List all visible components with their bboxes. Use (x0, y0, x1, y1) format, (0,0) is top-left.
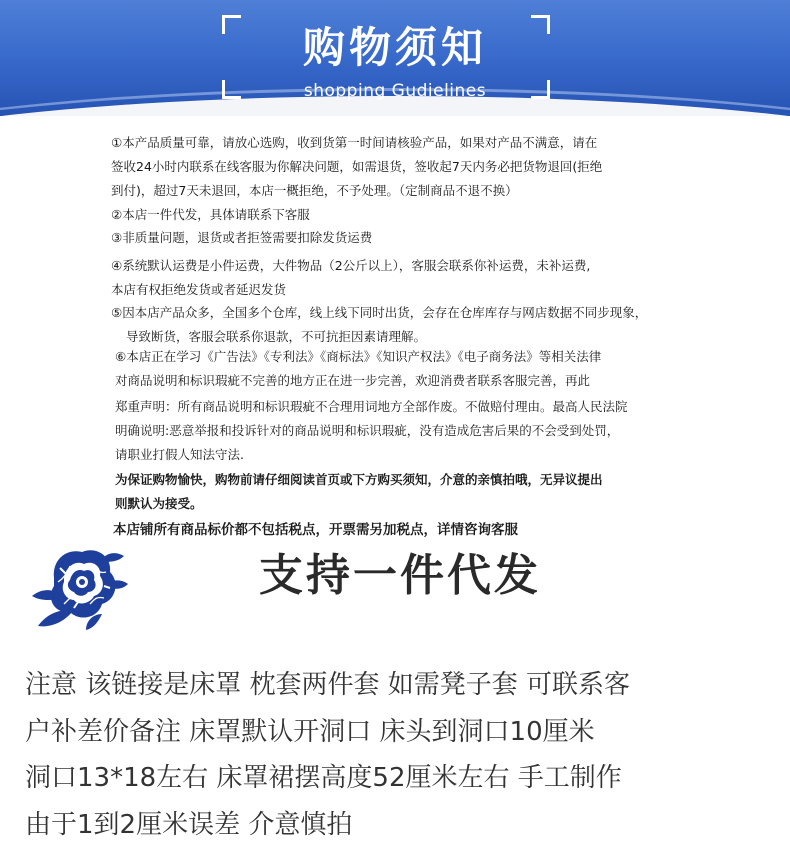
notice-line: 签收24小时内联系在线客服为你解决问题，如需退货，签收起7天内务必把货物退回(拒绝 (111, 159, 603, 174)
notice-line: 导致断货，客服会联系你退款，不可抗拒因素请理解。 (126, 329, 427, 344)
notice-line: 明确说明:恶意举报和投诉针对的商品说明和标识瑕疵，没有造成危害后果的不会受到处罚， (115, 423, 620, 438)
notice-line: 对商品说明和标识瑕疵不完善的地方正在进一步完善，欢迎消费者联系客服完善，再此 (115, 373, 591, 388)
confirm-line: 则默认为接受。 (115, 496, 203, 511)
notice-line: 郑重声明：所有商品说明和标识瑕疵不合理用词地方全部作废。不做赔付理由。最高人民法院 (115, 399, 628, 414)
bottom-note-line: 户补差价备注 床罩默认开洞口 床头到洞口10厘米 (25, 717, 595, 747)
notice-line: ②本店一件代发，具体请联系下客服 (111, 207, 310, 222)
tax-note: 本店铺所有商品标价都不包括税点，开票需另加税点，详情咨询客服 (113, 522, 518, 538)
notice-line: ⑥本店正在学习《广告法》《专利法》《商标法》《知识产权法》《电子商务法》等相关法律 (115, 349, 602, 364)
peony-flower-icon (24, 538, 134, 634)
bottom-note-line: 由于1到2厘米误差 介意慎拍 (25, 810, 353, 840)
notice-line: ①本产品质量可靠，请放心选购，收到货第一时间请核验产品，如果对产品不满意，请在 (111, 135, 598, 150)
confirm-line: 为保证购物愉快，购物前请仔细阅读首页或下方购买须知，介意的亲慎拍哦，无异议提出 (115, 472, 603, 487)
page-subtitle: shopping Gudielines (303, 81, 487, 101)
bracket-bottom-left-icon (222, 80, 241, 99)
bottom-note-line: 洞口13*18左右 床罩裙摆高度52厘米左右 手工制作 (25, 763, 622, 793)
notice-line: 到付)，超过7天未退回，本店一概拒绝，不予处理。（定制商品不退不换） (111, 183, 518, 198)
header-banner (0, 0, 790, 116)
bracket-top-left-icon (222, 15, 241, 34)
bottom-note-line: 注意 该链接是床罩 枕套两件套 如需凳子套 可联系客 (25, 670, 631, 700)
notice-line: 本店有权拒绝发货或者延迟发货 (111, 282, 287, 297)
support-title: 支持一件代发 (259, 550, 541, 601)
notice-line: ③非质量问题，退货或者拒签需要扣除发货运费 (111, 230, 373, 245)
notice-line: ④系统默认运费是小件运费，大件物品（2公斤以上），客服会联系你补运费，未补运费, (111, 258, 591, 273)
page-title: 购物须知 (302, 23, 487, 72)
notice-line: 请职业打假人知法守法. (115, 447, 244, 462)
notice-line: ⑤因本店产品众多，全国多个仓库，线上线下同时出货，会存在仓库库存与网店数据不同步现象， (111, 305, 648, 320)
